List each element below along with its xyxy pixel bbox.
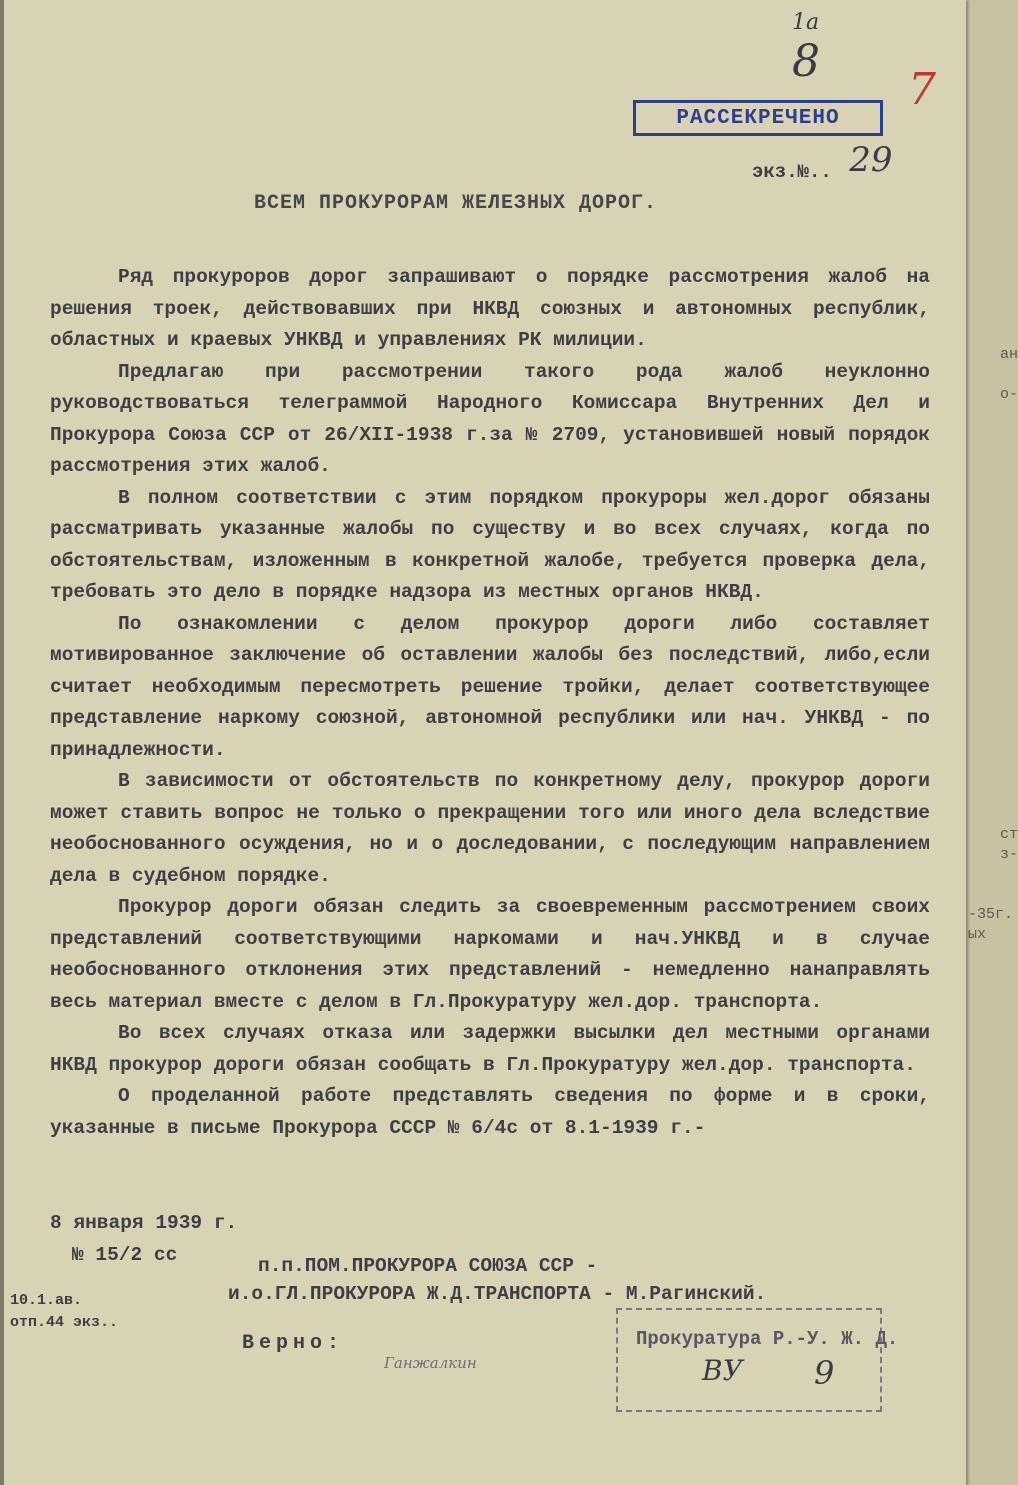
registry-stamp-handwritten-right: 9 xyxy=(814,1354,835,1392)
document-title: ВСЕМ ПРОКУРОРАМ ЖЕЛЕЗНЫХ ДОРОГ. xyxy=(254,192,658,215)
underpage-fragment: з- xyxy=(1000,846,1018,863)
underpage-fragment: ан xyxy=(1000,346,1018,363)
underpage-fragment: ст xyxy=(1000,826,1018,843)
paragraph: Прокурор дороги обязан следить за своевременным рассмотрением своих представлений соответствующими наркомами и нач.УНКВД и в случае необоснованного отклонения этих представлений - немедленно нанаправлять весь материал вместе с делом в Гл.Прокуратуру жел.дор. транспорта. xyxy=(50,896,930,1013)
document-number: № 15/2 сс xyxy=(72,1244,178,1266)
signature-block xyxy=(228,1252,766,1308)
underpage-fragment: о- xyxy=(1000,386,1018,403)
distribution-line-2: отп.44 экз.. xyxy=(10,1314,119,1331)
paragraph: Предлагаю при рассмотрении такого рода жалоб неуклонно руководствоваться телеграммой Народного Комиссара Внутренних Дел и Прокурора Союза ССР от 26/XII-1938 г.за № 2709, установившей новый порядок рассмотрения этих жалоб. xyxy=(50,360,930,477)
paragraph: По ознакомлении с делом прокурор дороги либо составляет мотивированное заключение об оставлении жалобы без последствий, либо,если считает необходимым пересмотреть решение тройки, делает соответствующее представление наркому союзной, автономной республики или нач. УНКВД - по принадлежности. xyxy=(50,612,930,761)
declassified-stamp: РАССЕКРЕЧЕНО xyxy=(633,100,883,136)
underpage-fragment: ых xyxy=(968,926,987,943)
sheet-number: 8 xyxy=(792,36,820,87)
distribution-note xyxy=(10,1290,118,1334)
paragraph: В зависимости от обстоятельств по конкретному делу, прокурор дороги может ставить вопрос не только о прекращении того или иного дела вследствие необоснованного осуждения, но и о доследовании, с последующим направлением дела в судебном порядке. xyxy=(50,770,930,887)
paragraph: В полном соответствии с этим порядком прокуроры жел.дорог обязаны рассматривать указанные жалобы по существу и во всех случаях, когда по обстоятельствам, изложенным в конкретной жалобе, требуется проверка дела, требовать это дело в порядке надзора из местных органов НКВД. xyxy=(50,486,930,603)
registry-stamp-org: Прокуратура Р.-У. Ж. Д. xyxy=(636,1328,899,1350)
signature-line-1: п.п.ПОМ.ПРОКУРОРА СОЮЗА ССР - xyxy=(258,1255,598,1277)
paragraph: О проделанной работе представлять сведения по форме и в сроки, указанные в письме Прокурора СССР № 6/4с от 8.1-1939 г.- xyxy=(50,1085,930,1139)
distribution-line-1: 10.1.ав. xyxy=(10,1292,83,1309)
corner-number-red: 7 xyxy=(908,64,936,115)
copy-number xyxy=(752,140,893,186)
copy-number-handwritten: 29 xyxy=(849,140,893,180)
underlying-page xyxy=(962,0,1018,1485)
paragraph: Во всех случаях отказа или задержки высылки дел местными органами НКВД прокурор дороги обязан сообщать в Гл.Прокуратуру жел.дор. транспорта. xyxy=(50,1022,930,1076)
registry-stamp xyxy=(616,1308,899,1412)
document-body xyxy=(50,262,930,1144)
document-page xyxy=(4,0,966,1485)
underpage-fragment: -35г. xyxy=(968,906,1014,923)
signature-line-2: и.о.ГЛ.ПРОКУРОРА Ж.Д.ТРАНСПОРТА - М.Рагинский. xyxy=(228,1283,767,1305)
certified-copy-label: Верно: xyxy=(242,1332,345,1355)
registry-stamp-handwritten-left: ВУ xyxy=(702,1354,743,1387)
top-handwritten-mark: 1а xyxy=(792,10,820,35)
paragraph: Ряд прокуроров дорог запрашивают о порядке рассмотрения жалоб на решения троек, действовавших при НКВД союзных и автономных республик, областных и краевых УНКВД и управлениях РК милиции. xyxy=(50,266,930,351)
certifier-signature: Ганжалкин xyxy=(384,1354,477,1372)
document-date: 8 января 1939 г. xyxy=(50,1212,238,1234)
copy-label: экз.№.. xyxy=(752,161,832,183)
